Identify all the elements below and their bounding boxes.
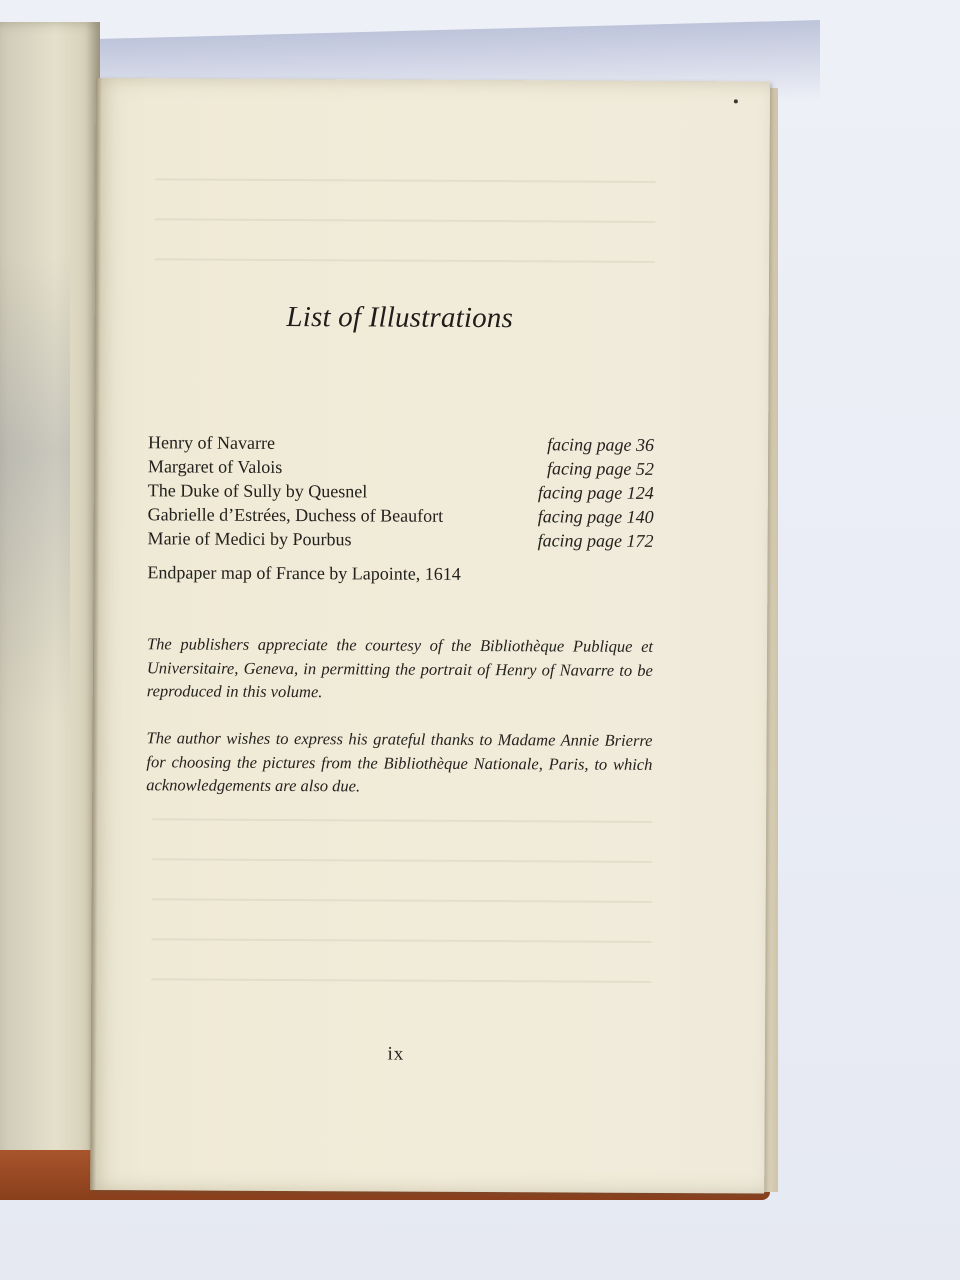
book-page bbox=[90, 78, 770, 1194]
illustration-name: Henry of Navarre bbox=[148, 432, 276, 453]
endpaper-note: Endpaper map of France by Lapointe, 1614 bbox=[147, 562, 461, 584]
show-through-line bbox=[155, 258, 655, 263]
page-title: List of Illustrations bbox=[286, 301, 514, 335]
page-number: ix bbox=[387, 1043, 405, 1065]
left-facing-page bbox=[0, 22, 100, 1197]
show-through-line bbox=[155, 218, 655, 223]
illustration-name: Margaret of Valois bbox=[147, 456, 283, 477]
facing-page-ref: facing page 140 bbox=[537, 506, 654, 527]
facing-page-ref: facing page 36 bbox=[547, 434, 655, 455]
show-through-line bbox=[155, 178, 655, 183]
illustrations-list bbox=[148, 430, 655, 553]
show-through-line bbox=[151, 978, 651, 983]
list-item bbox=[148, 526, 654, 553]
list-item bbox=[148, 478, 654, 505]
facing-page-ref: facing page 52 bbox=[546, 458, 655, 479]
facing-page-ref: facing page 172 bbox=[537, 530, 654, 551]
page-speck bbox=[734, 99, 738, 103]
show-through-line bbox=[152, 898, 652, 903]
show-through-line bbox=[152, 858, 652, 863]
list-item bbox=[148, 502, 654, 529]
illustration-name: Gabrielle d’Estrées, Duchess of Beaufort bbox=[147, 504, 444, 526]
list-item bbox=[148, 430, 654, 457]
facing-page-ref: facing page 124 bbox=[537, 482, 654, 503]
illustration-name: The Duke of Sully by Quesnel bbox=[147, 480, 368, 502]
show-through-line bbox=[152, 818, 652, 823]
publishers-note: The publishers appreciate the courtesy of the Bibliothèque Publique et Universitaire, Geneva, in permitting the portrait of Henry of Navarre to be reproduced in this volume. bbox=[146, 634, 654, 702]
list-item bbox=[148, 454, 654, 481]
illustration-name: Marie of Medici by Pourbus bbox=[147, 528, 352, 550]
show-through-line bbox=[151, 938, 651, 943]
author-acknowledgement: The author wishes to express his grateful thanks to Madame Annie Brierre for choosing the pictures from the Bibliothèque Nationale, Paris, to which acknowledgements are also due. bbox=[146, 728, 653, 796]
